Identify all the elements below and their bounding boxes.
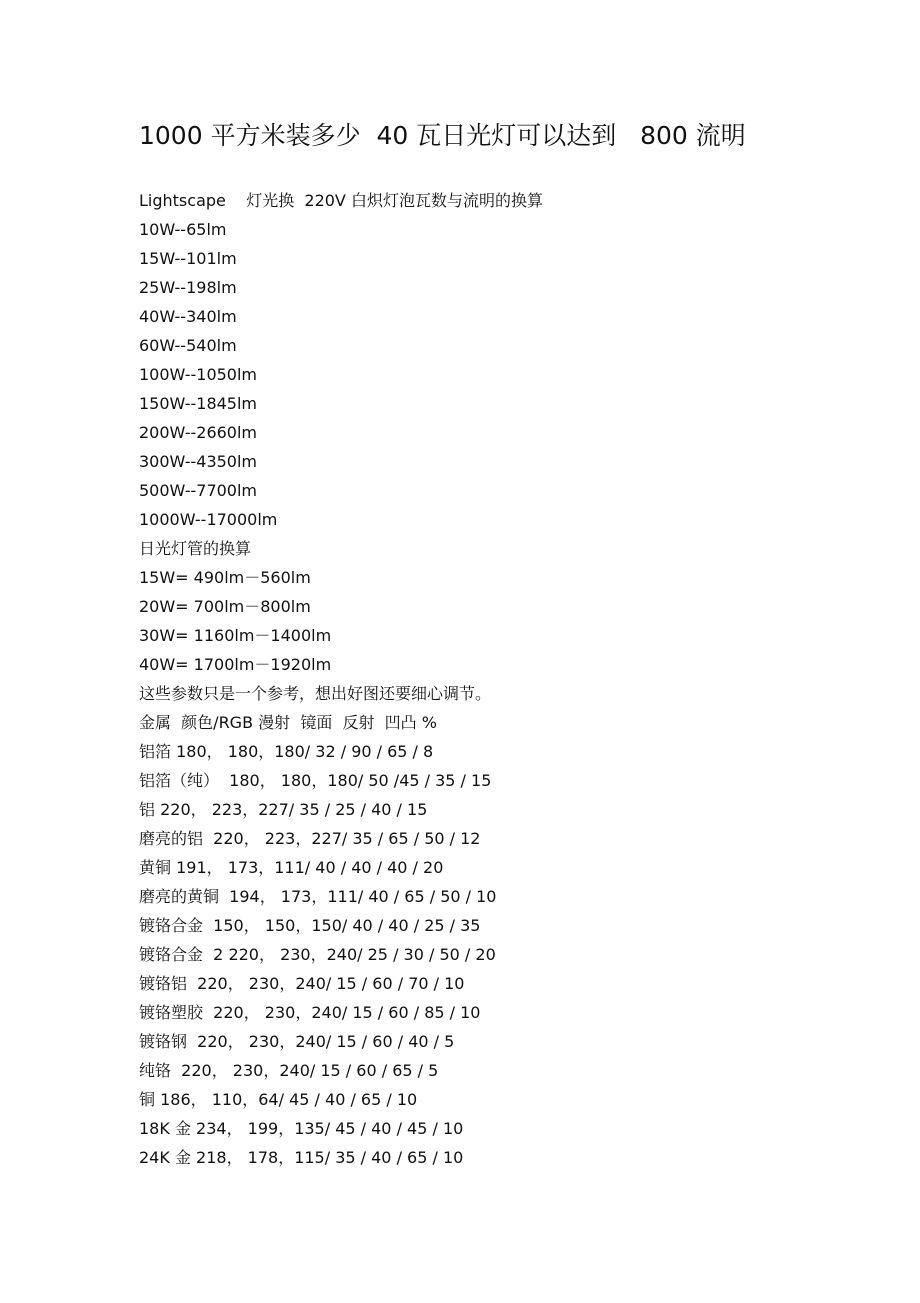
text-line: 500W--7700lm <box>139 481 258 500</box>
text-line: 磨亮的黄铜 194， 173，111/ 40 / 65 / 50 / 10 <box>139 887 497 906</box>
text-line: 日光灯管的换算 <box>139 539 252 558</box>
text-line: 20W= 700lm－800lm <box>139 597 311 616</box>
text-line: 60W--540lm <box>139 336 237 355</box>
text-line: 200W--2660lm <box>139 423 258 442</box>
text-line: 100W--1050lm <box>139 365 258 384</box>
text-line: 镀铬合金 150， 150，150/ 40 / 40 / 25 / 35 <box>139 916 481 935</box>
text-line: 15W--101lm <box>139 249 237 268</box>
text-line: 300W--4350lm <box>139 452 258 471</box>
text-line: 40W= 1700lm－1920lm <box>139 655 332 674</box>
text-line: 黄铜 191， 173，111/ 40 / 40 / 40 / 20 <box>139 858 444 877</box>
text-line: 150W--1845lm <box>139 394 258 413</box>
document-body <box>139 186 543 1172</box>
document-title: 1000 平方米装多少 40 瓦日光灯可以达到 800 流明 <box>139 121 746 150</box>
text-line: Lightscape 灯光换 220V 白炽灯泡瓦数与流明的换算 <box>139 191 543 210</box>
text-line: 30W= 1160lm－1400lm <box>139 626 332 645</box>
text-line: 10W--65lm <box>139 220 227 239</box>
text-line: 镀铬铝 220， 230，240/ 15 / 60 / 70 / 10 <box>139 974 465 993</box>
text-line: 24K 金 218， 178，115/ 35 / 40 / 65 / 10 <box>139 1148 464 1167</box>
text-line: 镀铬塑胶 220， 230，240/ 15 / 60 / 85 / 10 <box>139 1003 481 1022</box>
text-line: 金属 颜色/RGB 漫射 镜面 反射 凹凸 % <box>139 713 437 732</box>
text-line: 25W--198lm <box>139 278 237 297</box>
text-line: 镀铬合金 2 220， 230，240/ 25 / 30 / 50 / 20 <box>139 945 496 964</box>
text-line: 这些参数只是一个参考，想出好图还要细心调节。 <box>139 684 492 703</box>
text-line: 纯铬 220， 230，240/ 15 / 60 / 65 / 5 <box>139 1061 439 1080</box>
text-line: 铝 220， 223，227/ 35 / 25 / 40 / 15 <box>139 800 428 819</box>
text-line: 15W= 490lm－560lm <box>139 568 311 587</box>
text-line: 40W--340lm <box>139 307 237 326</box>
text-line: 铝箔（纯） 180， 180，180/ 50 /45 / 35 / 15 <box>139 771 492 790</box>
text-line: 磨亮的铝 220， 223，227/ 35 / 65 / 50 / 12 <box>139 829 481 848</box>
text-line: 镀铬钢 220， 230，240/ 15 / 60 / 40 / 5 <box>139 1032 455 1051</box>
text-line: 18K 金 234， 199，135/ 45 / 40 / 45 / 10 <box>139 1119 464 1138</box>
text-line: 铜 186， 110，64/ 45 / 40 / 65 / 10 <box>139 1090 418 1109</box>
text-line: 1000W--17000lm <box>139 510 278 529</box>
text-line: 铝箔 180， 180，180/ 32 / 90 / 65 / 8 <box>139 742 434 761</box>
